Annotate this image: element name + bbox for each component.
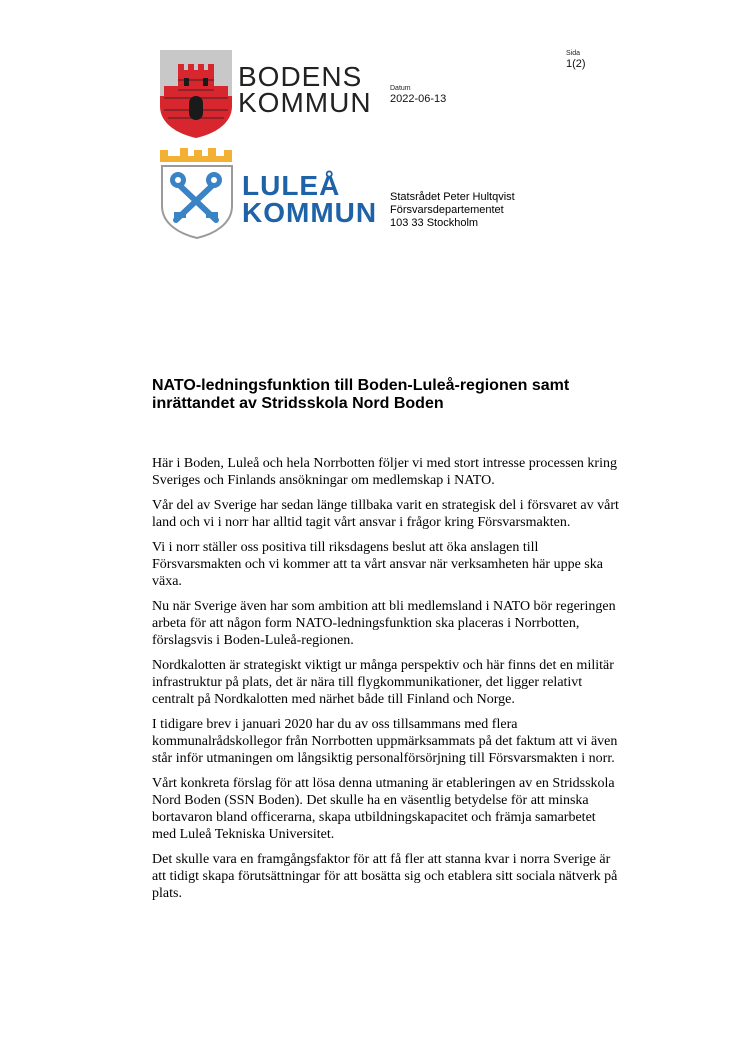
body-paragraph: Nordkalotten är strategiskt viktigt ur många perspektiv och här finns det en militär infrastruktur på plats, det är nära till flygkommunikationer, det ligger relativt centralt på Nordkalotten med närhet både till Finland och Norge. <box>152 658 614 707</box>
body-paragraph: Det skulle vara en framgångsfaktor för att få fler att stanna kvar i norra Sverige är att tidigt skapa förutsättningar för att bosätta sig och etablera sitt sociala nätverk på plats. <box>152 852 618 901</box>
body-paragraph: I tidigare brev i januari 2020 har du av oss tillsammans med flera kommunalrådskollegor från Norrbotten uppmärksammats på det faktum att vi även står inför utmaningen om långsiktig personalförsörjning till Försvarsmakten i norr. <box>152 717 618 766</box>
lulea-logo-line1: LULEÅ <box>242 170 341 201</box>
subject-line-1: NATO-ledningsfunktion till Boden-Luleå-regionen samt <box>152 377 570 394</box>
page-label: Sida <box>566 50 581 57</box>
recipient-department: Försvarsdepartementet <box>390 204 504 216</box>
body-paragraph: Vår del av Sverige har sedan länge tillbaka varit en strategisk del i försvaret av vårt land och vi i norr har alltid tagit vårt ansvar i frågor kring Försvarsmakten. <box>152 498 619 530</box>
date-label: Datum <box>390 85 411 92</box>
boden-logo-line1: BODENS <box>238 61 363 92</box>
boden-logo-line2: KOMMUN <box>238 87 372 118</box>
body-paragraph: Vi i norr ställer oss positiva till riksdagens beslut att öka anslagen till Försvarsmakten och vi kommer att ta vårt ansvar när verksamheten här uppe ska växa. <box>152 540 603 589</box>
boden-logo-wordmark <box>238 61 372 118</box>
boden-coat-of-arms-icon <box>158 48 234 140</box>
letter-body <box>152 455 622 910</box>
lulea-coat-of-arms-icon <box>158 148 236 240</box>
recipient-name: Statsrådet Peter Hultqvist <box>390 191 515 203</box>
lulea-logo-line2: KOMMUN <box>242 197 378 228</box>
letter-subject <box>152 377 622 413</box>
page-number: 1(2) <box>566 58 586 70</box>
body-paragraph: Nu när Sverige även har som ambition att bli medlemsland i NATO bör regeringen arbeta för att någon form NATO-ledningsfunktion ska placeras i Norrbotten, förslagsvis i Boden-Luleå-regionen. <box>152 599 616 648</box>
recipient-address <box>390 191 515 230</box>
body-paragraph: Vårt konkreta förslag för att lösa denna utmaning är etableringen av en Stridsskola Nord Boden (SSN Boden). Det skulle ha en väsentlig betydelse för att minska bortavaron bland officerarna, skapa utbildningskapacitet och främja samarbetet med Luleå Tekniska Universitet. <box>152 776 615 842</box>
recipient-postal-address: 103 33 Stockholm <box>390 217 479 229</box>
subject-line-2: inrättandet av Stridsskola Nord Boden <box>152 395 444 412</box>
date-value: 2022-06-13 <box>390 93 447 105</box>
lulea-logo-wordmark <box>242 172 377 226</box>
body-paragraph: Här i Boden, Luleå och hela Norrbotten följer vi med stort intresse processen kring Sveriges och Finlands ansökningar om medlemskap i NATO. <box>152 456 617 488</box>
